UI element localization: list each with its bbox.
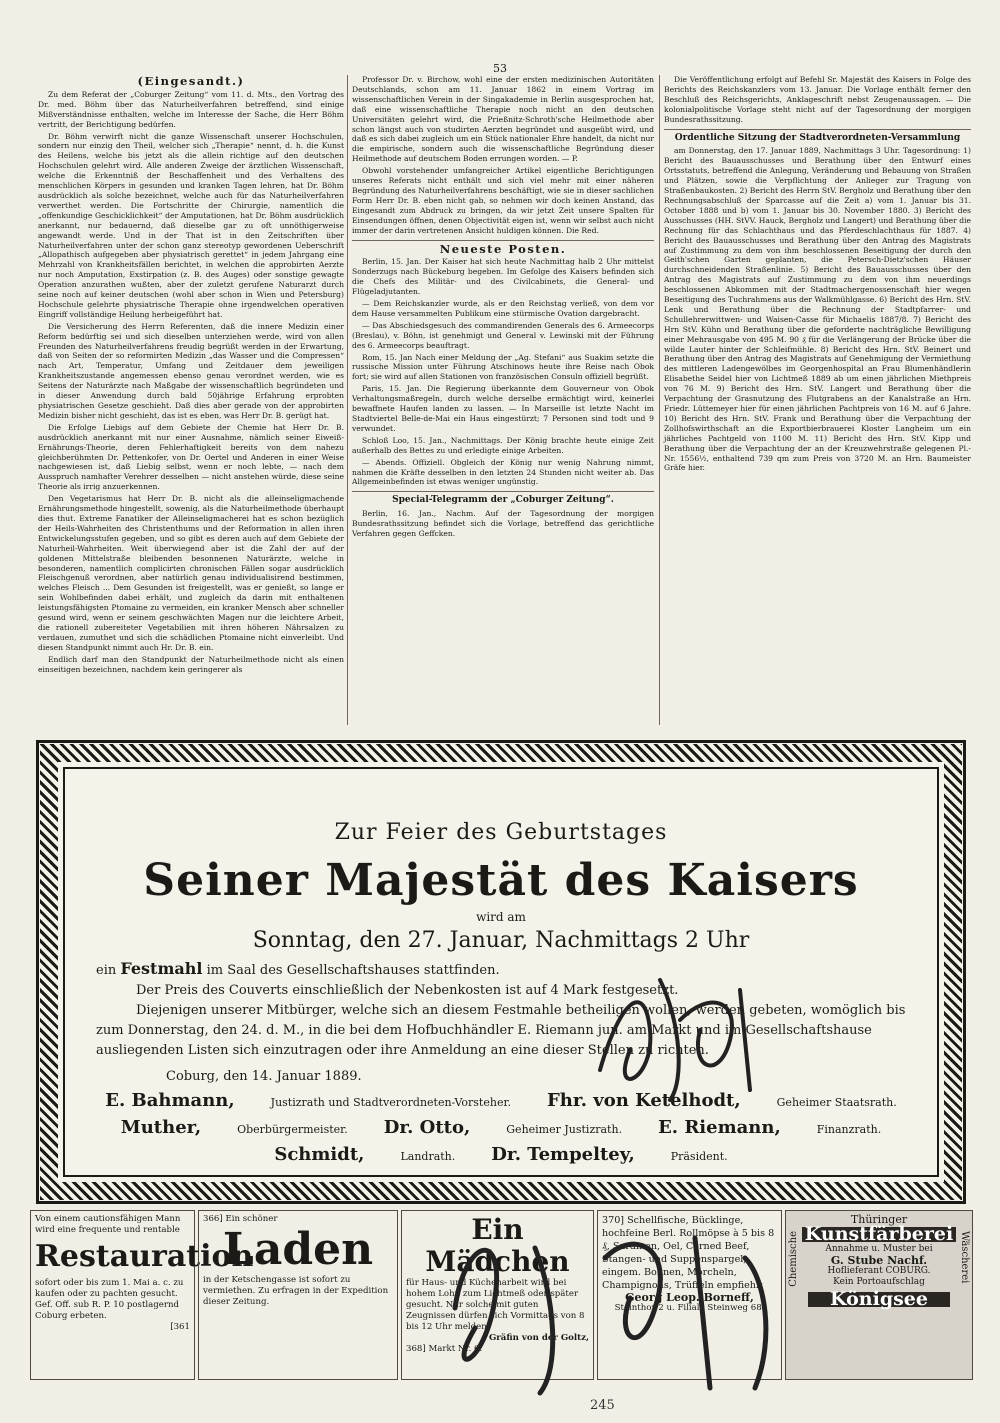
- column-rule: [347, 75, 348, 725]
- ad-text: 370] Schellfische, Bücklinge, hochfeine Berl. Rollmöpse à 5 bis 8 ₰, Sardinen, Oel, Corned Beef, Stangen- und Suppenspargel, eingem. Bohnen, Morcheln, Champignons, Trüffeln empfiehlt: [602, 1215, 775, 1291]
- ad-headline: Laden: [222, 1224, 374, 1275]
- ad-paragraph: Diejenigen unserer Mitbürger, welche sich an diesem Festmahle betheiligen wollen, werden gebeten, womöglich bis zum Donnerstag, den 24. d. M., in die bei dem Hofbuchhändler E. Riemann jun. am Markt und im Gesellschaftshause ausliegenden Listen sich einzutragen oder ihre Anmeldung an eine dieser Stellen zu richten.: [96, 1003, 906, 1058]
- classified-ads: [30, 1210, 975, 1385]
- ad-address: 368] Markt Nr. 6.: [406, 1344, 483, 1354]
- agenda-text: am Donnerstag, den 17. Januar 1889, Nachmittags 3 Uhr. Tagesordnung: 1) Bericht des Bauausschusses und Berathung über den Entwurf eines Ortsstatuts, betreffend die Anlegung, Veränderung und Bebauung von Straßen und Plätzen, sowie die Verpflichtung der Anlieger zur Tragung von Straßenbaukosten. 2) Bericht des Herrn StV. Bergholz und Berathung über den Rechnungsabschluß der Sparcasse auf die Zeit a) vom 1. Januar bis 31. October 1888 und b) vom 1. Januar bis 30. November 1880. 3) Bericht des Ausschusses (HH. StVV. Hauck, Bergholz und Langert) und Berathung über die Rechnung für das Schlachthaus und das Pferdeschlachthaus für 1887. 4) Bericht des Bauausschusses und Berathung über den Antrag des Magistrats auf Zustimmung zu dem von ihm beschlossenen Beseitigung der durch den Geith'schen Garten geplanten, die Petersch-Dietz'schen Häuser durchschneidenden Straßenlinie. 5) Bericht des Bauausschusses über den Antrag des Magistrats auf Zustimmung zu dem von ihm neuerdings beschlossenen Abkommen mit der Stadtmachergenossenschaft hier wegen Beseitigung des Tuchrahmens aus der Walkmühlgasse. 6) Bericht des Hrn. StV. Lenk und Berathung über die Rechnung der Stadtpfarrer- und Schullehrerwittwen- und Waisen-Casse für Michaelis 1887/8. 7) Bericht des Hrn StV. Kühn und Berathung über die geforderte nachträgliche Bewilligung einer Mehrausgabe von 495 M. 90 ₰ für die Verlängerung der Brücke über die wilde Lauter hinter der Schleifmühle. 8) Bericht des Hrn. StV. Beinert und Berathung über den Antrag des Magistrats auf Genehmigung der Vermiethung des mittleren Ladengewölbes im Georgenhospital an Frau Blumenhändlerin Elisabethe Seidel hier von Lichtmeß 1889 ab um einen jährlichen Miethpreis von 76 M. 9) Bericht des Hrn. StV. Langert und Berathung über die Verpachtung der Grasnutzung des Flutgrabens an der Kanalstraße an Hrn. Friedr. Lüttemeyer hier für einen jährlichen Pachtpreis von 16 M. auf 6 Jahre. 10) Bericht des Hrn. StV. Frank und Berathung über die Verpachtung der Zollhofswirthschaft an die Exportbierbrauerei Kloster Langheim um ein jährliches Pachtgeld von 1100 M. 11) Bericht des Hrn. StV. Kipp und Berathung über die Verpachtung der an der Kreuzwehrstraße gelegenen Pl.-Nr. 1556½, enthaltend 739 qm zum Preis von 3720 M. an Hrn. Baumeister Gräfe hier.: [664, 146, 971, 473]
- paragraph: Die Erfolge Liebigs auf dem Gebiete der Chemie hat Herr Dr. B. ausdrücklich anerkannt mit nur einer Ausnahme, nämlich seiner Eiweiß-Ernährungs-Theorie, deren Fehlerhaftigkeit bereits von dem nahezu gleichberühmten Dr. Pettenkofer, von Dr. Oertel und Anderen in einer Weise nachgewiesen ist, daß Liebig selbst, wenn er noch lebte, — nach dem Ausspruch namhafter Verehrer desselben — nicht anstehen würde, diese seine Theorie als irrig anzuerkennen.: [38, 422, 344, 492]
- ad-headline: Kunstfärberei: [802, 1227, 956, 1242]
- paragraph: Obwohl vorstehender umfangreicher Artikel eigentliche Berichtigungen unseres Referats nicht enthält und sich viel mehr mit einer näheren Begründung des Naturheilverfahrens beschäftigt, wie sie in dieser sachlichen Form Herr Dr. B. eben nicht gab, so nehmen wir doch keinen Anstand, das Eingesandt zum Abdruck zu bringen, da wir jetzt Zeit unsere Spalten für Einsendungen öffnen, denen Objectivität eigen ist, wenn wir selbst auch nicht immer der darin vertretenen Ansicht huldigen können. Die Red.: [352, 166, 654, 235]
- signer-name: Schmidt,: [274, 1144, 365, 1165]
- signer-title: Geheimer Staatsrath.: [776, 1096, 897, 1109]
- ad-body: [96, 959, 906, 1061]
- ad-text: Annahme u. Muster bei: [825, 1244, 933, 1254]
- ad-text: für Haus- und Küchenarbeit wird bei hohem Lohn zum Lichtmeß oder später gesucht. Nur solche mit guten Zeugnissen dürfen sich Vormittags von 8 bis 12 Uhr melden.: [406, 1278, 585, 1332]
- signer-name: Muther,: [120, 1117, 202, 1138]
- ad-text: sofort oder bis zum 1. Mai a. c. zu kaufen oder zu pachten gesucht. Gef. Off. sub R. P. 10 postlagernd Coburg erbeten.: [35, 1278, 184, 1321]
- ad-signer: Georg Leop. Borneff,: [625, 1291, 754, 1304]
- ad-text: G. Stube Nachf.: [830, 1254, 928, 1267]
- news-item: Rom, 15. Jan Nach einer Meldung der „Ag. Stefani“ aus Suakim setzte die russische Mission unter Führung Atschinows heute ihre Reise nach Obok fort; sie wird auf allen Stationen von französischen Consuln offiziell begrüßt.: [352, 352, 654, 382]
- signer-name: Fhr. von Ketelhodt,: [547, 1090, 741, 1111]
- ad-place-date: Coburg, den 14. Januar 1889.: [166, 1069, 362, 1084]
- divider: [352, 240, 654, 241]
- ad-date-line: Sonntag, den 27. Januar, Nachmittags 2 Uhr: [252, 928, 750, 953]
- section-heading: Ordentliche Sitzung der Stadtverordneten-Versammlung: [674, 132, 961, 143]
- ad-address: Steinthor 2 u. Filiale Steinweg 68.: [614, 1303, 765, 1313]
- ad-text: Hoflieferant COBURG.: [827, 1266, 931, 1276]
- ad-kunstfaerberei: [785, 1210, 973, 1380]
- column-stadtverordneten: [664, 75, 971, 725]
- column-news: [352, 75, 654, 725]
- ad-side-text: Chemische: [788, 1231, 799, 1287]
- news-item: — Das Abschiedsgesuch des commandirenden Generals des 6. Armeecorps (Breslau), v. Böhn, ist genehmigt und General v. Lewinski mit der Führung des 6. Armeecorps beauftragt.: [352, 320, 654, 350]
- ad-line-3: wird am: [476, 910, 526, 924]
- telegram-heading: Special-Telegramm der „Coburger Zeitung“.: [392, 495, 614, 506]
- paragraph: Die Versicherung des Herrn Referenten, daß die innere Medizin einer Reform bedürftig sei und sich dieselben unterziehen werde, wird von allen Freunden des Naturheilverfahrens freudig begrüßt werden in der Erwartung, daß von Seiten der so reformirten Medizin „das Wasser und die Compressen“ nach Art, Temperatur, Umfang und Zeitdauer dem jeweiligen Krankheitszustande angemessen ebenso genau verordnet werden, wie es Seitens der Naturärzte nach Maßgabe der wissenschaftlich begründeten und in dieser Anwendung durch bald 50jährige Erfahrung erprobten physiatrischen Gesetze geschieht. Daß dies aber gerade von der approbirten Medizin bisher nicht geschieht, das ist es eben, was Herr Dr. B. gerügt hat.: [38, 321, 344, 420]
- paragraph: Professor Dr. v. Birchow, wohl eine der ersten medizinischen Autoritäten Deutschlands, schon am 11. Januar 1862 in einem Vortrag im wissenschaftlichen Verein in der Singakademie in Berlin ausgesprochen hat, daß eine wissenschaftliche Therapie noch nicht an den deutschen Universitäten gelehrt wird, die Prießnitz-Schroth'sche Heilmethode aber schon längst auch von studirten Aerzten begründet und ausgeübt wird, und daß es sich dabei zugleich um ein Stück nationaler Ehre handelt, da nicht nur die empirische, sondern auch die wissenschaftliche Begründung dieser Heilmethode auf deutschem Boden errungen worden. — P.: [352, 75, 654, 164]
- signature-row: [96, 1117, 906, 1138]
- signature-row: [96, 1144, 906, 1165]
- column-eingesandt: [38, 75, 344, 725]
- page-number: 53: [493, 62, 507, 75]
- signer-title: Finanzrath.: [816, 1123, 882, 1136]
- ad-paragraph: [96, 959, 906, 981]
- ad-text: im Saal des Gesellschaftshauses stattfinden.: [206, 963, 500, 978]
- news-item: Schloß Loo, 15. Jan., Nachmittags. Der König brachte heute einige Zeit außerhalb des Bettes zu und erledigte einige Arbeiten.: [352, 435, 654, 455]
- paragraph: Den Vegetarismus hat Herr Dr. B. nicht als die alleinseligmachende Ernährungsmethode hingestellt, sowenig, als die Naturheilmethode überhaupt dies thut. Extreme Fanatiker der Alleinseligmacherei hat es schon bezüglich der Heils-Wahrheiten des Christenthums und der Reformation in allen ihren Entwickelungsstufen gegeben, und so gibt es deren auch auf dem Gebiete der Naturheil-Wahrheiten. Weit überwiegend aber ist die Zahl der auf der goldenen Mittelstraße bleibenden besonnenen Naturärzte, welche in besonderen, namentlich complicirten chronischen Fällen sogar ausdrücklich Fleischgenuß verordnen, aber natürlich genau individualisirend bestimmen, welches Fleisch ... Dem Gesunden ist freigestellt, was er genießt, so lange er sein Wohlbefinden dabei erhält, und zugleich da darin mit enthaltenen leistungsfähigsten Ptomaine zu vermeiden, ein kranker Mensch aber schneller gesund wird, wenn er seinem geschwächten Magen nur die leichtere Arbeit, die rationell zubereiteter Vegetabilien mit ihren höheren Nährsalzen zu verdauen, zumuthet und sich die schädlichen Ptomaine nicht einverleibt. Und diesen Standpunkt nimmt auch Hr. Dr. B. ein.: [38, 494, 344, 652]
- signer-title: Justizrath und Stadtverordneten-Vorsteher.: [270, 1096, 512, 1109]
- ad-text: Von einem cautionsfähigen Mann wird eine frequente und rentable: [35, 1214, 181, 1235]
- paragraph: Endlich darf man den Standpunkt der Naturheilmethode nicht als einen einseitigen bezeichnen, nachdem kein geringerer als: [38, 654, 344, 674]
- ad-content: [96, 810, 906, 1164]
- ad-delicatessen: [597, 1210, 782, 1380]
- archive-number: 245: [590, 1398, 615, 1413]
- signer-title: Geheimer Justizrath.: [506, 1123, 623, 1136]
- news-heading: Neueste Posten.: [439, 241, 567, 256]
- kaiser-birthday-ad: [36, 740, 966, 1204]
- signer-name: Dr. Otto,: [383, 1117, 471, 1138]
- ad-line-1: Zur Feier des Geburtstages: [334, 820, 668, 845]
- divider: [664, 129, 971, 130]
- telegram-text: Berlin, 16. Jan., Nachm. Auf der Tagesordnung der morgigen Bundesrathssitzung befindet sich die Vorlage, betreffend das gerichtliche Verfahren gegen Geffcken.: [352, 509, 654, 539]
- ad-laden: [198, 1210, 398, 1380]
- news-item: Paris, 15. Jan. Die Regierung überkannte dem Gouverneur von Obok Verhaltungsmaßregeln, durch welche derselbe ermächtigt wird, keinerlei bewaffnete Haufen landen zu lassen. — In Marseille ist letzte Nacht im Stadtviertel Belle-de-Mai ein Haus eingestürzt; 7 Personen sind todt und 9 verwundet.: [352, 384, 654, 433]
- signer-title: Präsident.: [670, 1150, 728, 1163]
- signer-title: Landrath.: [400, 1150, 456, 1163]
- signature-row: [96, 1090, 906, 1111]
- ad-festmahl: Festmahl: [120, 959, 203, 978]
- signer-name: E. Bahmann,: [105, 1090, 235, 1111]
- ad-headline: Königsee: [808, 1292, 950, 1307]
- divider: [352, 491, 654, 492]
- ad-headline: Seiner Majestät des Kaisers: [143, 855, 859, 906]
- ad-headline: Restauration: [35, 1239, 254, 1274]
- ad-signer: Gräfin von der Goltz,: [488, 1333, 589, 1343]
- ad-maedchen: [401, 1210, 594, 1380]
- news-item: — Dem Reichskanzler wurde, als er den Reichstag verließ, von dem vor dem Hause versammelten Publikum eine stürmische Ovation dargebracht.: [352, 299, 654, 318]
- ad-number: [361: [170, 1322, 190, 1332]
- news-item: — Abends. Offiziell. Obgleich der König nur wenig Nahrung nimmt, nahmen die Kräfte desselben in den letzten 24 Stunden nicht weiter ab. Das Allgemeinbefinden ist etwas weniger ungünstig.: [352, 457, 654, 487]
- ad-paragraph: Der Preis des Couverts einschließlich der Nebenkosten ist auf 4 Mark festgesetzt.: [136, 983, 679, 998]
- paragraph: Die Veröffentlichung erfolgt auf Befehl Sr. Majestät des Kaisers in Folge des Berichts des Reichskanzlers vom 13. Januar. Die Vorlage enthält ferner den Beschluß des Reichsgerichts, Anklageschrift nebst Zeugenaussagen. — Die kolonialpolitische Vorlage steht nicht auf der Tagesordnung der morgigen Bundesrathssitzung.: [664, 75, 971, 124]
- ad-side-text: Wäscherei: [959, 1231, 970, 1284]
- ad-text: ein: [96, 963, 117, 978]
- signer-title: Oberbürgermeister.: [237, 1123, 348, 1136]
- section-heading: (Eingesandt.): [137, 74, 245, 88]
- signer-name: E. Riemann,: [658, 1117, 781, 1138]
- ad-text: 366] Ein schöner: [203, 1214, 278, 1224]
- ad-headline: Ein Mädchen: [425, 1213, 570, 1278]
- ad-text: Kein Portoaufschlag: [833, 1277, 925, 1287]
- signer-name: Dr. Tempeltey,: [491, 1144, 635, 1165]
- paragraph: Zu dem Referat der „Coburger Zeitung“ vom 11. d. Mts., den Vortrag des Dr. med. Böhm über das Naturheilverfahren betreffend, sind einige Mißverständnisse enthalten, welche im Interesse der Sache, die Herr Böhm vertritt, der Berichtigung bedürfen.: [38, 89, 344, 129]
- column-rule: [659, 75, 660, 725]
- ad-text: in der Ketschengasse ist sofort zu vermiethen. Zu erfragen in der Expedition dieser Zeitung.: [203, 1275, 389, 1307]
- paragraph: Dr. Böhm verwirft nicht die ganze Wissenschaft unserer Hochschulen, sondern nur einzig den Theil, welcher sich „Therapie“ nennt, d. h. die Kunst des Heilens, welche bis jetzt als die allein richtige auf den deutschen Hochschulen gelehrt wird. Alle anderen Zweige der ärztlichen Wissenschaft, welche die Erkenntniß der Beschaffenheit und des Verhaltens des menschlichen Körpers in gesunden und kranken Tagen lehren, hat Dr. Böhm ausdrücklich als solche bezeichnet, welche auch für das Naturheilverfahren verwerthet werden. Die Fortschritte der Chirurgie, namentlich die „offenkundige Geschicklichkeit“ der Amputationen, hat Dr. Böhm ausdrücklich anerkannt, nur bedauernd, daß dieselbe gar zu oft unnöthigerweise angewandt werde. Und in der That ist in den Zeitschriften über Naturheilverfahren unter der schon ganz stereotyp gewordenen Ueberschrift „Allopathisch aufgegeben aber physiatrisch gerettet“ in jedem Jahrgang eine Mehrzahl von Krankheitsfällen berichtet, in welchen die approbirten Aerzte nur noch Amputation, Exstirpation (z. B. des Auges) oder sonstige gewagte Operation anzurathen wußten, aber der zuletzt gerufene Naturarzt durch seine noch auf keiner deutschen (wohl aber schon in Wien und Petersburg) Hochschule gelehrte physiatrische Therapie ohne irgendwelchen operativen Eingriff vollständige Heilung herbeigeführt hat.: [38, 131, 344, 319]
- news-item: Berlin, 15. Jan. Der Kaiser hat sich heute Nachmittag halb 2 Uhr mittelst Sonderzugs nach Bückeburg begeben. Im Gefolge des Kaisers befinden sich die Chefs des Militär- und des Civilcabinets, die General- und Flügeladjutanten.: [352, 257, 654, 297]
- ad-text: Thüringer: [850, 1213, 908, 1226]
